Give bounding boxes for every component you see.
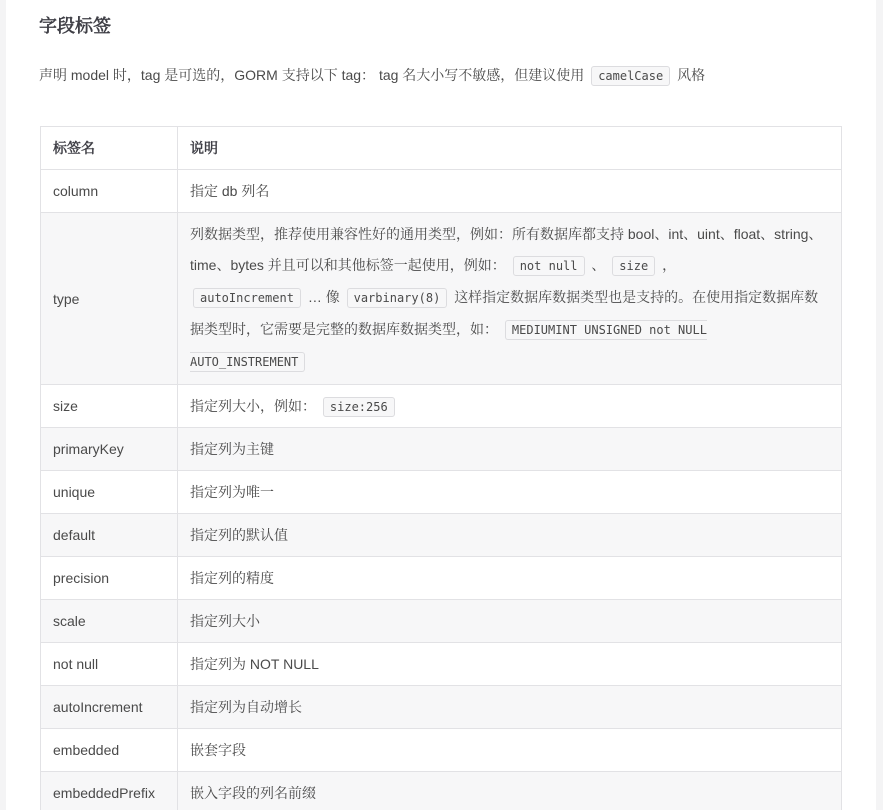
table-row: [41, 686, 842, 729]
desc-text: 、: [591, 257, 606, 273]
tag-name-cell: precision: [41, 557, 178, 600]
tag-name-cell: embeddedPrefix: [41, 772, 178, 810]
tag-name-cell: size: [41, 385, 178, 428]
desc-text: 这样指定数据库数据类型也是支持的。在使用指定数据库数据类型时，它需要是完整的数据库数据类型，如：: [190, 289, 819, 337]
table-row: [41, 428, 842, 471]
column-header-tag-name: 标签名: [41, 127, 178, 170]
tag-desc-cell: 嵌套字段: [178, 729, 842, 772]
tag-name-cell: not null: [41, 643, 178, 686]
tag-name-cell: unique: [41, 471, 178, 514]
tag-desc-cell: 嵌入字段的列名前缀: [178, 772, 842, 810]
tag-desc-cell: [178, 213, 842, 385]
table-row: [41, 600, 842, 643]
tag-desc-cell: 指定列为自动增长: [178, 686, 842, 729]
intro-paragraph: [39, 63, 705, 88]
tag-desc-cell: 指定列的默认值: [178, 514, 842, 557]
section-title: 字段标签: [39, 16, 111, 36]
tag-desc-cell: 指定列为 NOT NULL: [178, 643, 842, 686]
table-row: [41, 643, 842, 686]
tag-name-cell: autoIncrement: [41, 686, 178, 729]
tag-name-cell: column: [41, 170, 178, 213]
column-header-description: 说明: [178, 127, 842, 170]
tag-desc-cell: 指定列的精度: [178, 557, 842, 600]
intro-text: 声明 model 时，tag 是可选的，GORM 支持以下 tag： tag 名大小写不敏感，但建议使用: [39, 67, 585, 83]
tag-name-cell: type: [41, 213, 178, 385]
inline-code-camelcase: camelCase: [591, 66, 670, 86]
inline-code: size:256: [323, 397, 395, 417]
inline-code: MEDIUMINT UNSIGNED not NULL AUTO_INSTREMENT: [190, 320, 707, 372]
table-header-row: [41, 127, 842, 170]
tag-desc-cell: [178, 385, 842, 428]
tag-name-cell: primaryKey: [41, 428, 178, 471]
tag-desc-cell: 指定列为主键: [178, 428, 842, 471]
tag-name-cell: embedded: [41, 729, 178, 772]
table-row: [41, 471, 842, 514]
tag-desc-cell: 指定列大小: [178, 600, 842, 643]
inline-code: not null: [513, 256, 585, 276]
table-row: [41, 514, 842, 557]
table-row: [41, 385, 842, 428]
table-row: [41, 213, 842, 385]
inline-code: size: [612, 256, 655, 276]
intro-text-end: 风格: [677, 67, 706, 83]
doc-page: [6, 0, 876, 810]
tag-name-cell: scale: [41, 600, 178, 643]
table-row: [41, 557, 842, 600]
tag-name-cell: default: [41, 514, 178, 557]
desc-text: ，: [662, 257, 677, 273]
inline-code: autoIncrement: [193, 288, 301, 308]
table-row: [41, 170, 842, 213]
table-row: [41, 772, 842, 810]
table-row: [41, 729, 842, 772]
desc-text: … 像: [307, 289, 340, 305]
tag-desc-cell: 指定 db 列名: [178, 170, 842, 213]
desc-text: 指定列大小，例如：: [190, 398, 316, 414]
tag-desc-cell: 指定列为唯一: [178, 471, 842, 514]
inline-code: varbinary(8): [347, 288, 448, 308]
field-tags-table: [40, 126, 842, 810]
desc-text: 列数据类型，推荐使用兼容性好的通用类型，例如：所有数据库都支持 bool、int、uint、float、string、time、bytes 并且可以和其他标签一起使用，例如：: [190, 226, 823, 273]
